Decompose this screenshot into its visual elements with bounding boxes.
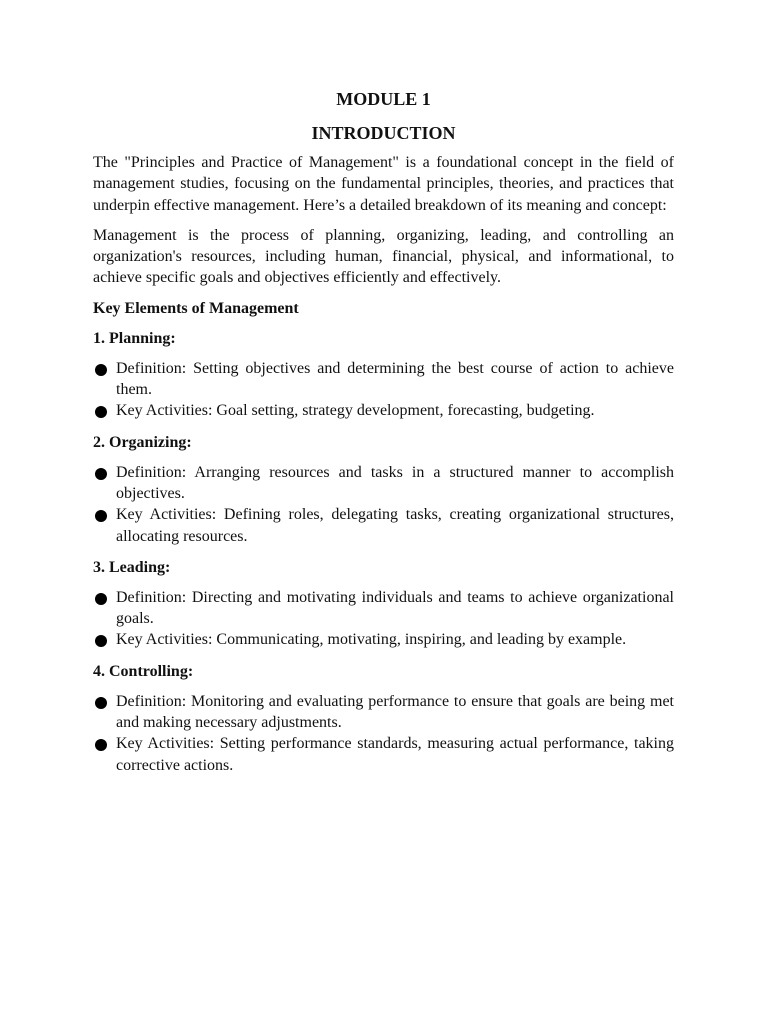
list-item (93, 400, 674, 421)
bullet-list-leading (93, 587, 674, 651)
document-page (93, 86, 674, 786)
list-item (93, 504, 674, 547)
list-item (93, 629, 674, 650)
list-item-text: Definition: Setting objectives and determining the best course of action to achieve them. (116, 359, 674, 399)
bullet-icon (95, 697, 107, 709)
bullet-list-organizing (93, 462, 674, 547)
module-title: MODULE 1 (336, 89, 431, 109)
bullet-icon (95, 593, 107, 605)
list-item-text: Definition: Monitoring and evaluating performance to ensure that goals are being met and making necessary adjustments. (116, 692, 674, 732)
list-item (93, 462, 674, 505)
list-item-text: Key Activities: Goal setting, strategy development, forecasting, budgeting. (116, 402, 595, 420)
definition-paragraph: Management is the process of planning, organizing, leading, and controlling an organization's resources, including human, financial, physical, and informational, to achieve specific goals and objectives efficiently and effectively. (93, 226, 674, 287)
bullet-icon (95, 510, 107, 522)
section-heading-organizing: 2. Organizing: (93, 433, 192, 451)
section-heading-leading: 3. Leading: (93, 558, 171, 576)
list-item-text: Key Activities: Setting performance standards, measuring actual performance, taking corrective actions. (116, 735, 674, 774)
list-item (93, 587, 674, 630)
page-title: INTRODUCTION (311, 123, 456, 143)
list-item-text: Definition: Arranging resources and tasks in a structured manner to accomplish objectives. (116, 463, 674, 502)
bullet-list-controlling (93, 691, 674, 776)
list-item (93, 358, 674, 401)
list-item-text: Key Activities: Defining roles, delegating tasks, creating organizational structures, allocating resources. (116, 506, 674, 545)
list-item (93, 733, 674, 776)
intro-paragraph: The "Principles and Practice of Management" is a foundational concept in the field of management studies, focusing on the fundamental principles, theories, and practices that underpin effective management. Here’s a detailed breakdown of its meaning and concept: (93, 154, 674, 214)
bullet-icon (95, 364, 107, 376)
bullet-icon (95, 739, 107, 751)
section-heading-planning: 1. Planning: (93, 329, 176, 347)
bullet-icon (95, 406, 107, 418)
list-item-text: Definition: Directing and motivating individuals and teams to achieve organizational goals. (116, 588, 674, 628)
bullet-list-planning (93, 358, 674, 422)
list-item-text: Key Activities: Communicating, motivating, inspiring, and leading by example. (116, 631, 627, 649)
key-elements-heading: Key Elements of Management (93, 299, 299, 317)
section-heading-controlling: 4. Controlling: (93, 662, 194, 680)
list-item (93, 691, 674, 734)
bullet-icon (95, 468, 107, 480)
bullet-icon (95, 635, 107, 647)
